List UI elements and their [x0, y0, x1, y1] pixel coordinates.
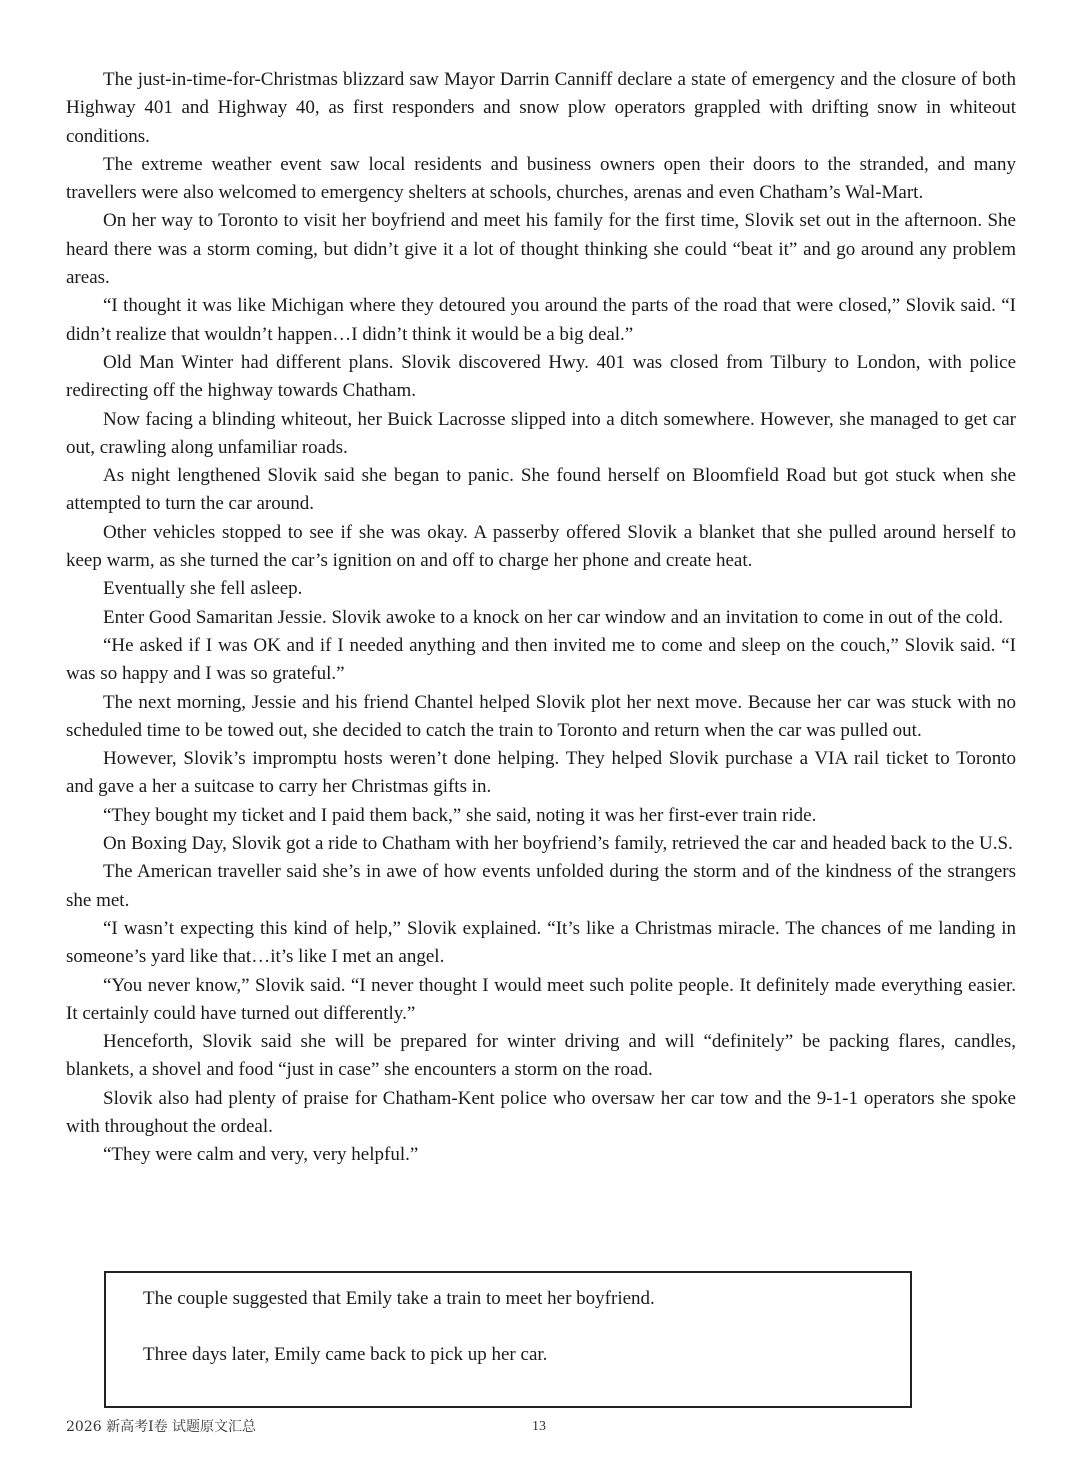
- article-paragraph: On Boxing Day, Slovik got a ride to Chatham with her boyfriend’s family, retrieved the car and headed back to the U.S.: [103, 833, 1013, 855]
- article-paragraph: “They were calm and very, very helpful.”: [103, 1144, 419, 1166]
- page-number: 13: [532, 1419, 546, 1434]
- article-paragraph: Old Man Winter had different plans. Slovik discovered Hwy. 401 was closed from Tilbury to London, with police redirecting off the highway towards Chatham.: [66, 351, 1016, 402]
- article-paragraph: The just-in-time-for-Christmas blizzard saw Mayor Darrin Canniff declare a state of emergency and the closure of both Highway 401 and Highway 40, as first responders and snow plow operators grappled with drifting snow in whiteout conditions.: [66, 69, 1016, 147]
- article-paragraph: On her way to Toronto to visit her boyfriend and meet his family for the first time, Slovik set out in the afternoon. She heard there was a storm coming, but didn’t give it a lot of thought thinking she could “beat it” and go around any problem areas.: [66, 210, 1016, 289]
- article-paragraph: As night lengthened Slovik said she began to panic. She found herself on Bloomfield Road but got stuck when she attempted to turn the car around.: [66, 465, 1016, 515]
- article-paragraph: The American traveller said she’s in awe of how events unfolded during the storm and of the kindness of the strangers she met.: [66, 861, 1016, 911]
- article-paragraph: Eventually she fell asleep.: [103, 578, 303, 600]
- answer-box-line: Three days later, Emily came back to pick up her car.: [143, 1344, 548, 1365]
- answer-box: [104, 1271, 912, 1408]
- article-paragraph: However, Slovik’s impromptu hosts weren’t done helping. They helped Slovik purchase a VIA rail ticket to Toronto and gave a her a suitcase to carry her Christmas gifts in.: [66, 748, 1016, 798]
- article-paragraph: The extreme weather event saw local residents and business owners open their doors to the stranded, and many travellers were also welcomed to emergency shelters at schools, churches, arenas and even Chatham’s Wal-Mart.: [66, 153, 1016, 204]
- article-paragraph: Henceforth, Slovik said she will be prepared for winter driving and will “definitely” be packing flares, candles, blankets, a shovel and food “just in case” she encounters a storm on the road.: [66, 1031, 1016, 1081]
- article-paragraph: “He asked if I was OK and if I needed anything and then invited me to come and sleep on the couch,” Slovik said. “I was so happy and I was so grateful.”: [66, 634, 1016, 685]
- article-paragraph: “You never know,” Slovik said. “I never thought I would meet such polite people. It definitely made everything easier. It certainly could have turned out differently.”: [66, 974, 1016, 1024]
- article-paragraph: “I thought it was like Michigan where they detoured you around the parts of the road that were closed,” Slovik said. “I didn’t realize that wouldn’t happen…I didn’t think it would be a big deal.”: [66, 295, 1016, 345]
- article-paragraph: Enter Good Samaritan Jessie. Slovik awoke to a knock on her car window and an invitation to come in out of the cold.: [103, 606, 1004, 628]
- article-paragraph: “They bought my ticket and I paid them back,” she said, noting it was her first-ever train ride.: [103, 804, 817, 826]
- answer-box-line: The couple suggested that Emily take a train to meet her boyfriend.: [143, 1288, 655, 1309]
- article-paragraph: Other vehicles stopped to see if she was okay. A passerby offered Slovik a blanket that she pulled around herself to keep warm, as she turned the car’s ignition on and off to charge her phone and create heat.: [66, 521, 1016, 572]
- article-paragraph: The next morning, Jessie and his friend Chantel helped Slovik plot her next move. Because her car was stuck with no scheduled time to be towed out, she decided to catch the train to Toronto and return when the car was pulled out.: [66, 691, 1016, 741]
- article-body: [66, 66, 1016, 1170]
- article-paragraph: “I wasn’t expecting this kind of help,” Slovik explained. “It’s like a Christmas miracle. The chances of me landing in someone’s yard like that…it’s like I met an angel.: [66, 917, 1016, 968]
- article-paragraph: Slovik also had plenty of praise for Chatham-Kent police who oversaw her car tow and the 9-1-1 operators she spoke with throughout the ordeal.: [66, 1087, 1016, 1137]
- article-paragraph: Now facing a blinding whiteout, her Buick Lacrosse slipped into a ditch somewhere. However, she managed to get car out, crawling along unfamiliar roads.: [66, 408, 1016, 458]
- footer-source: 2026 新高考I卷 试题原文汇总: [66, 1419, 257, 1435]
